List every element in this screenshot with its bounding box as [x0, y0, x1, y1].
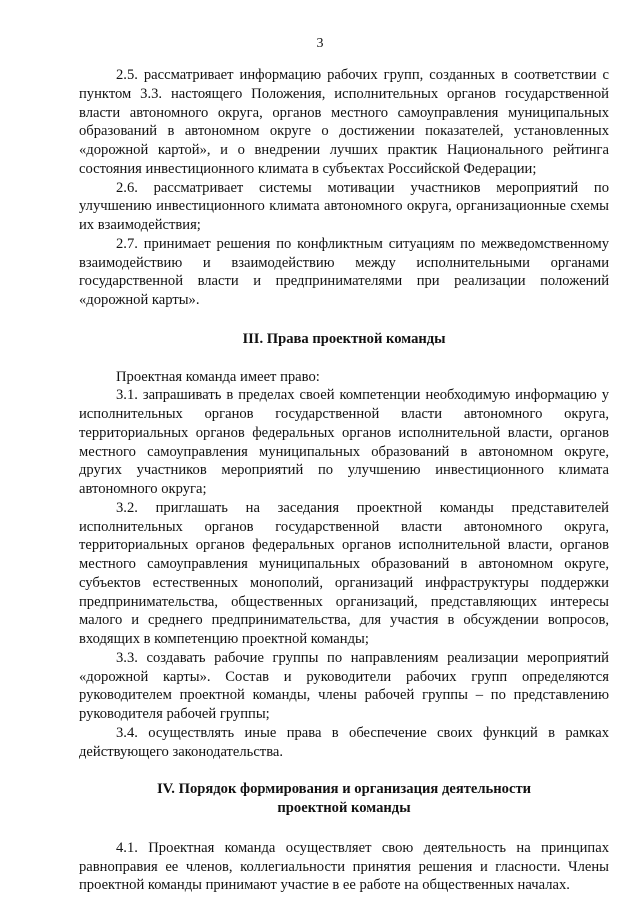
paragraph-2-6: 2.6. рассматривает системы мотивации участников мероприятий по улучшению инвестиционного климата автономного округа, организационные схемы их взаимодействия; [79, 179, 609, 233]
paragraph-3-intro: Проектная команда имеет право: [116, 368, 320, 385]
paragraph-3-4: 3.4. осуществлять иные права в обеспечение своих функций в рамках действующего законодательства. [79, 724, 609, 760]
paragraph-3-1: 3.1. запрашивать в пределах своей компетенции необходимую информацию у исполнительных органов государственной власти автономного округа, территориальных органов федеральных органов исполнительной власти, органов местного самоуправления муниципальных образований в автономном округе, других участников мероприятий по улучшению инвестиционного климата автономного округа; [79, 387, 609, 497]
section-3 [79, 330, 609, 762]
page-number: 3 [316, 36, 324, 51]
section-2-continuation [79, 66, 609, 310]
paragraph-2-5: 2.5. рассматривает информацию рабочих групп, созданных в соответствии с пунктом 3.3. настоящего Положения, исполнительных органов государственной власти автономного округа, органов местного самоуправления муниципальных образований в автономном округе о достижении показателей, установленных «дорожной картой», и о внедрении лучших практик Национального рейтинга состояния инвестиционного климата в субъектах Российской Федерации; [79, 67, 609, 177]
paragraph-2-7: 2.7. принимает решения по конфликтным ситуациям по межведомственному взаимодействию и взаимодействию между исполнительными органами государственной власти и предпринимателями при реализации положений «дорожной карты». [79, 235, 609, 308]
paragraph-3-3: 3.3. создавать рабочие группы по направлениям реализации мероприятий «дорожной карты». Состав и руководители рабочих групп определяются руководителем проектной команды, члены рабочей группы – по представлению руководителя рабочей группы; [79, 649, 609, 722]
section-4 [79, 780, 609, 895]
section-4-heading-line-1: IV. Порядок формирования и организация деятельности [156, 781, 532, 798]
section-4-heading-line-2: проектной команды [277, 800, 411, 816]
paragraph-4-1: 4.1. Проектная команда осуществляет свою деятельность на принципах равноправия ее членов, коллегиальности принятия решения и гласности. Члены проектной команды принимают участие в ее работе на общественных началах. [79, 839, 609, 894]
section-3-heading: III. Права проектной команды [242, 330, 446, 347]
paragraph-3-2: 3.2. приглашать на заседания проектной команды представителей исполнительных органов государственной власти автономного округа, территориальных органов федеральных органов исполнительной власти, органов местного самоуправления муниципальных образований в автономном округе, субъектов естественных монополий, организаций инфраструктуры поддержки предпринимательства, общественных организаций, представляющих интересы малого и среднего предпринимательства, для участия в обсуждении вопросов, входящих в компетенцию проектной команды; [79, 499, 609, 647]
document-body [79, 66, 609, 895]
